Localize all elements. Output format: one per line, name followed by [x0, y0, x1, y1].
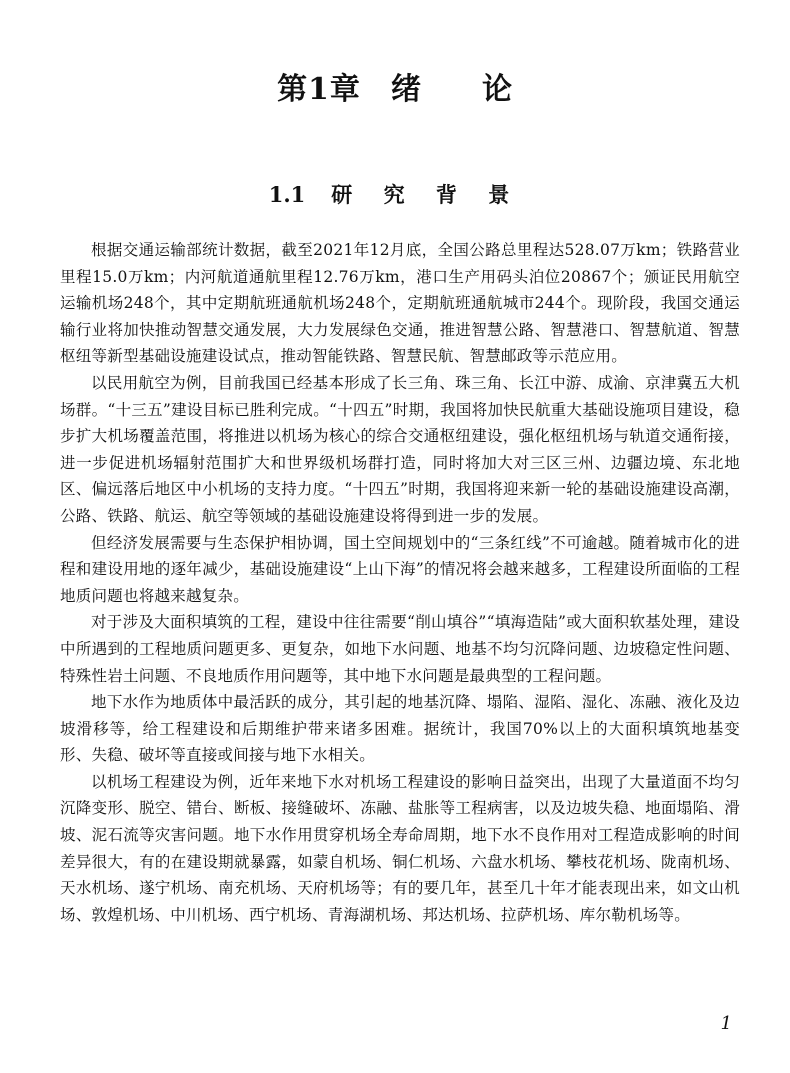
section-number: 1.1	[268, 182, 306, 207]
paragraph-6: 以机场工程建设为例，近年来地下水对机场工程建设的影响日益突出，出现了大量道面不均匀沉降变形、脱空、错台、断板、接缝破坏、冻融、盐胀等工程病害，以及边坡失稳、地面塌陷、滑坡、泥石流等灾害问题。地下水作用贯穿机场全寿命周期，地下水不良作用对工程造成影响的时间差异很大，有的在建设期就暴露，如蒙自机场、铜仁机场、六盘水机场、攀枝花机场、陇南机场、天水机场、遂宁机场、南充机场、天府机场等；有的要几年，甚至几十年才能表现出来，如文山机场、敦煌机场、中川机场、西宁机场、青海湖机场、邦达机场、拉萨机场、库尔勒机场等。	[60, 772, 740, 924]
paragraph-2: 以民用航空为例，目前我国已经基本形成了长三角、珠三角、长江中游、成渝、京津冀五大机场群。“十三五”建设目标已胜利完成。“十四五”时期，我国将加快民航重大基础设施项目建设，稳步扩大机场覆盖范围，将推进以机场为核心的综合交通枢纽建设，强化枢纽机场与轨道交通衔接，进一步促进机场辐射范围扩大和世界级机场群打造，同时将加大对三区三州、边疆边境、东北地区、偏远落后地区中小机场的支持力度。“十四五”时期，我国将迎来新一轮的基础设施建设高潮，公路、铁路、航运、航空等领域的基础设施建设将得到进一步的发展。	[60, 373, 740, 525]
page-number: 1	[720, 1013, 732, 1034]
chapter-number: 第1章	[277, 72, 361, 107]
chapter-title-char-1: 绪	[390, 72, 422, 107]
paragraph-4: 对于涉及大面积填筑的工程，建设中往往需要“削山填谷”“填海造陆”或大面积软基处理，建设中所遇到的工程地质问题更多、更复杂，如地下水问题、地基不均匀沉降问题、边坡稳定性问题、特殊性岩土问题、不良地质作用问题等，其中地下水问题是最典型的工程问题。	[60, 613, 740, 685]
chapter-title-char-2: 论	[481, 72, 513, 107]
chapter-title	[0, 64, 790, 108]
paragraph-1: 根据交通运输部统计数据，截至2021年12月底，全国公路总里程达528.07万km；铁路营业里程15.0万km；内河航道通航里程12.76万km，港口生产用码头泊位20867个；颁证民用航空运输机场248个，其中定期航班通航机场248个，定期航班通航城市244个。现阶段，我国交通运输行业将加快推动智慧交通发展，大力发展绿色交通，推进智慧公路、智慧港口、智慧航道、智慧枢纽等新型基础设施建设试点，推动智能铁路、智慧民航、智慧邮政等示范应用。	[60, 241, 740, 366]
paragraph-3: 但经济发展需要与生态保护相协调，国土空间规划中的“三条红线”不可逾越。随着城市化的进程和建设用地的逐年减少，基础设施建设“上山下海”的情况将会越来越多，工程建设所面临的工程地质问题也将越来越复杂。	[60, 533, 740, 605]
body-text	[60, 237, 740, 928]
section-title	[0, 179, 790, 209]
paragraph-5: 地下水作为地质体中最活跃的成分，其引起的地基沉降、塌陷、湿陷、湿化、冻融、液化及边坡滑移等，给工程建设和后期维护带来诸多困难。据统计，我国70%以上的大面积填筑地基变形、失稳、破坏等直接或间接与地下水相关。	[60, 693, 740, 765]
section-name: 研 究 背 景	[331, 182, 522, 207]
